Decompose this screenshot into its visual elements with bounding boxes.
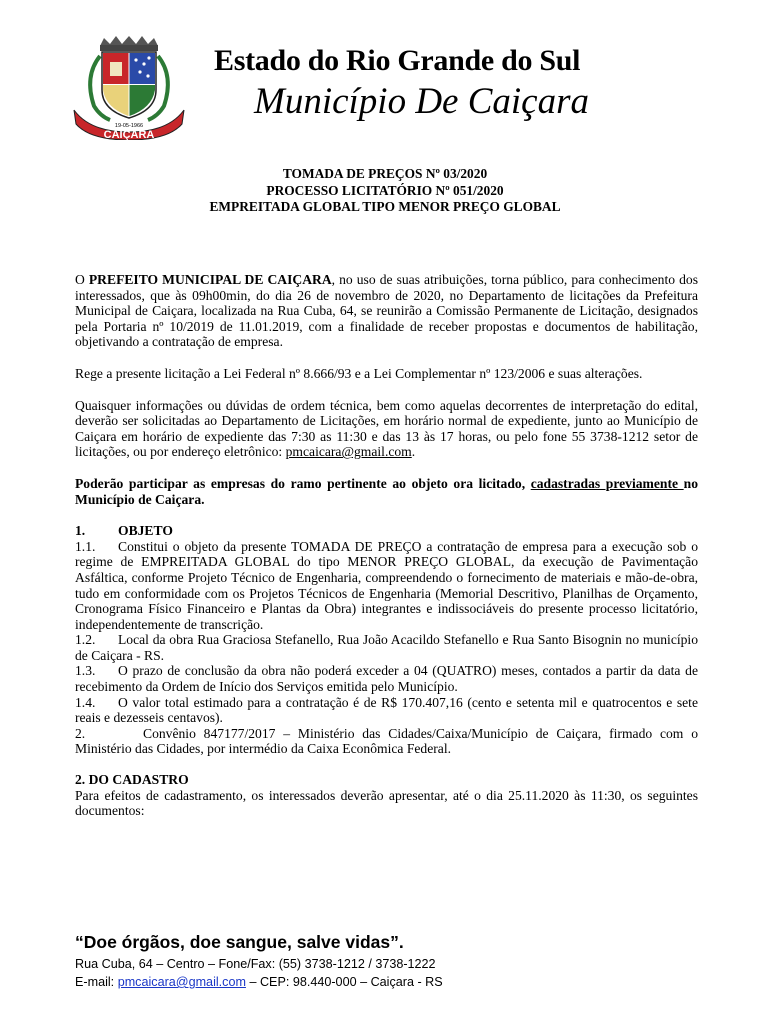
participacao-part1: Poderão participar as empresas do ramo pertinente ao objeto ora licitado, bbox=[75, 475, 531, 491]
item-text: O prazo de conclusão da obra não poderá exceder a 04 (QUATRO) meses, contados a partir da data de recebimento da Ordem de Início dos Serviços emitida pelo Município. bbox=[75, 663, 698, 695]
participacao-paragraph bbox=[75, 476, 698, 507]
item-text: Local da obra Rua Graciosa Stefanello, Rua João Acacildo Stefanello e Rua Santo Bisognin no município de Caiçara - RS. bbox=[75, 632, 698, 663]
title-processo: PROCESSO LICITATÓRIO Nº 051/2020 bbox=[266, 182, 504, 198]
objeto-item bbox=[75, 663, 698, 694]
intro-bold: PREFEITO MUNICIPAL DE CAIÇARA bbox=[88, 272, 332, 287]
duvidas-paragraph bbox=[75, 398, 698, 460]
duvidas-end: . bbox=[411, 444, 416, 460]
item-number: 1.4. bbox=[75, 694, 96, 710]
footer-slogan: “Doe órgãos, doe sangue, salve vidas”. bbox=[75, 932, 404, 952]
contact-email-link[interactable]: pmcaicara@gmail.com bbox=[285, 444, 412, 460]
title-empreitada: EMPREITADA GLOBAL TIPO MENOR PREÇO GLOBAL bbox=[209, 199, 561, 214]
cadastro-paragraph: Para efeitos de cadastramento, os interessados deverão apresentar, até o dia 25.11.2020 às 11:30, os seguintes documentos: bbox=[75, 787, 698, 819]
intro-lead: O bbox=[75, 272, 89, 287]
state-heading: Estado do Rio Grande do Sul bbox=[214, 44, 581, 77]
section-number: 2. bbox=[75, 772, 86, 788]
crest-ribbon-text: CAIÇARA bbox=[103, 129, 155, 140]
participacao-part2: no Município de Caiçara. bbox=[75, 475, 698, 507]
objeto-item bbox=[75, 726, 698, 757]
item-number: 1.2. bbox=[75, 632, 96, 648]
item-number: 1.1. bbox=[75, 538, 96, 554]
municipal-crest-icon bbox=[70, 36, 188, 140]
section-cadastro-heading bbox=[75, 772, 698, 788]
item-text: Constitui o objeto da presente TOMADA DE PREÇO a contratação de empresa para a execução sob o regime de EMPREITADA GLOBAL do tipo MENOR PREÇO GLOBAL, da execução de Pavimentação Asfáltica, conforme Projeto Técnico de Engenharia, compreendendo o fornecimento de materiais e mão-de-obra, tudo em conformidade com os Projetos Técnicos de Engenharia (Memorial Descritivo, Planilhas de Orçamento, Cronograma Físico Financeiro e Plantas da Obra) integrantes e indissociáveis do presente processo licitatório, independentemente de transcrição. bbox=[75, 538, 698, 632]
footer-cep: – CEP: 98.440-000 – Caiçara - RS bbox=[245, 975, 443, 989]
item-text: Convênio 847177/2017 – Ministério das Cidades/Caixa/Município de Caiçara, firmado com o Ministério das Cidades, por intermédio da Caixa Econômica Federal. bbox=[75, 725, 698, 757]
item-text: O valor total estimado para a contratação é de R$ 170.407,16 (cento e setenta mil e quatrocentos e sete reais e dezesseis centavos). bbox=[75, 694, 698, 726]
footer-contact bbox=[75, 973, 715, 991]
footer-email-link[interactable]: pmcaicara@gmail.com bbox=[117, 975, 246, 989]
crest-date: 19-05-1966 bbox=[114, 123, 144, 129]
footer-address: Rua Cuba, 64 – Centro – Fone/Fax: (55) 3738-1212 / 3738-1222 bbox=[75, 957, 436, 971]
duvidas-text: Quaisquer informações ou dúvidas de ordem técnica, bem como aquelas decorrentes de interpretação do edital, deverão ser solicitadas ao Departamento de Licitações, em horário normal de expediente, junto ao Município de Caiçara em horário de expediente das 7:30 as 11:30 e das 13 às 17 horas, ou pelo fone 55 3738-1212 setor de licitações, ou por endereço eletrônico: bbox=[75, 397, 698, 460]
item-number: 1.3. bbox=[75, 663, 96, 679]
section-title: DO CADASTRO bbox=[88, 772, 189, 788]
objeto-item bbox=[75, 695, 698, 726]
item-number: 2. bbox=[75, 725, 86, 741]
intro-paragraph bbox=[75, 272, 698, 350]
footer-email-label: E-mail: bbox=[75, 975, 118, 989]
section-objeto-heading bbox=[75, 523, 698, 539]
document-body bbox=[75, 272, 698, 819]
title-tomada: TOMADA DE PREÇOS Nº 03/2020 bbox=[282, 166, 488, 181]
rege-paragraph: Rege a presente licitação a Lei Federal nº 8.666/93 e a Lei Complementar nº 123/2006 e suas alterações. bbox=[75, 365, 643, 381]
objeto-item bbox=[75, 539, 698, 633]
section-title: OBJETO bbox=[118, 523, 173, 539]
page-footer bbox=[75, 932, 715, 991]
document-titles bbox=[0, 166, 770, 216]
participacao-underlined: cadastradas previamente bbox=[530, 475, 684, 491]
objeto-item bbox=[75, 632, 698, 663]
municipality-heading: Município De Caiçara bbox=[254, 81, 590, 122]
section-number: 1. bbox=[75, 523, 86, 539]
intro-text: , no uso de suas atribuições, torna público, para conhecimento dos interessados, que às 09h00min, do dia 26 de novembro de 2020, no Departamento de licitações da Prefeitura Municipal de Caiçara, localizada na Rua Cuba, 64, se reunirão a Comissão Permanente de Licitação, designados pela Portaria nº 10/2019 de 11.01.2019, com a finalidade de receber propostas e documentos de habilitação, objetivando a contratação de empresa. bbox=[75, 272, 698, 350]
